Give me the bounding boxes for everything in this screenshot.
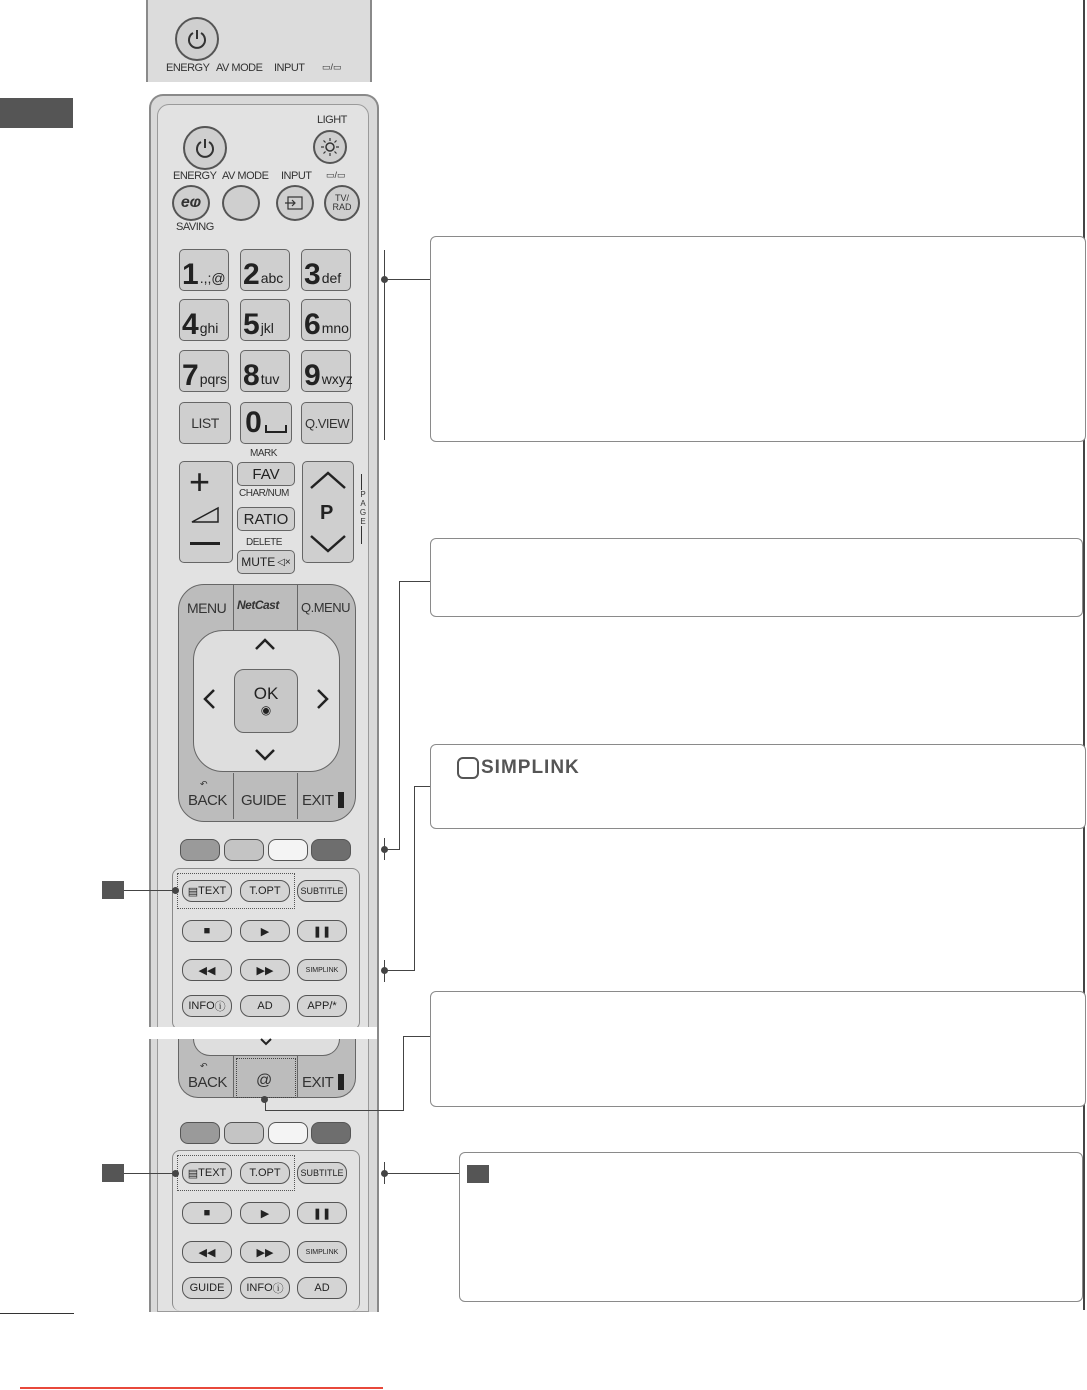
- alt-simplink-button[interactable]: SIMPLINK: [297, 1241, 347, 1263]
- teletext-connector: [385, 1173, 460, 1174]
- number-key-letters: .,;@: [199, 270, 226, 286]
- alt-info-icon: ⓘ: [272, 1283, 284, 1295]
- marker-line-1: [124, 890, 176, 891]
- volume-icon: [190, 506, 220, 524]
- number-key-letters: tuv: [260, 371, 280, 387]
- callout-box-numbers: [430, 236, 1086, 442]
- list-button[interactable]: LIST: [179, 402, 231, 444]
- qmenu-button[interactable]: Q.MENU: [301, 600, 350, 615]
- tv-rad-icon-label: ▭/▭: [326, 170, 346, 180]
- simplink-logo-icon: [457, 757, 479, 779]
- menu-button[interactable]: MENU: [187, 600, 227, 616]
- play-button[interactable]: ▶: [240, 920, 290, 942]
- subtitle-button[interactable]: SUBTITLE: [297, 880, 347, 902]
- exit-button[interactable]: EXIT: [302, 792, 334, 809]
- page-tab-marker: [0, 98, 73, 128]
- back-button[interactable]: BACK: [188, 792, 227, 809]
- light-bulb-icon: [320, 137, 340, 157]
- callout-box-simplink: [430, 744, 1086, 829]
- marker-square-1: [102, 881, 124, 899]
- energy-saving-button[interactable]: eⱷ: [172, 185, 210, 221]
- tv-rad-icon-top: ▭/▭: [322, 62, 342, 72]
- number-key-digit: 2: [243, 258, 260, 291]
- ok-button[interactable]: [234, 669, 298, 733]
- alt-play-button[interactable]: ▶: [240, 1202, 290, 1224]
- guide-button[interactable]: GUIDE: [241, 792, 287, 809]
- info-icon: ⓘ: [214, 1001, 226, 1013]
- fav-button[interactable]: FAV: [237, 462, 295, 486]
- at-connector-drop: [265, 1099, 266, 1111]
- nav-divider-v1: [233, 585, 234, 631]
- dpad-down-icon[interactable]: [254, 748, 276, 762]
- number-key-digit: 8: [243, 359, 260, 392]
- power-icon: [186, 28, 208, 50]
- alt-blue-key[interactable]: [311, 1122, 351, 1144]
- number-key-7[interactable]: [179, 350, 229, 392]
- alt-divider-2: [297, 1056, 298, 1098]
- dpad-up-icon[interactable]: [254, 637, 276, 651]
- number-key-6[interactable]: [301, 299, 351, 341]
- app-button[interactable]: APP/*: [297, 995, 347, 1017]
- number-key-letters: ghi: [199, 320, 219, 336]
- topt-button[interactable]: T.OPT: [240, 880, 290, 902]
- alt-info-button[interactable]: INFO ⓘ: [240, 1277, 290, 1299]
- nav-divider-v2: [297, 585, 298, 631]
- saving-label: SAVING: [176, 221, 214, 233]
- nav-divider-v3: [233, 773, 234, 819]
- at-connector-h: [265, 1110, 404, 1111]
- light-label: LIGHT: [317, 114, 347, 126]
- number-key-digit: 9: [304, 359, 321, 392]
- energy-label-top: ENERGY: [166, 62, 210, 74]
- number-key-digit: 7: [182, 359, 199, 392]
- simplink-logo: SIMPLINK: [457, 757, 580, 779]
- number-key-5[interactable]: [240, 299, 290, 341]
- volume-down-icon: [190, 542, 220, 545]
- number-key-digit: 5: [243, 308, 260, 341]
- alt-divider-1: [233, 1056, 234, 1098]
- volume-rocker[interactable]: [179, 461, 233, 563]
- marker-dot-2: [172, 1170, 179, 1177]
- stop-button[interactable]: ■: [182, 920, 232, 942]
- alt-subtitle-button[interactable]: SUBTITLE: [297, 1162, 347, 1184]
- program-rocker[interactable]: [302, 461, 354, 563]
- blue-key[interactable]: [311, 839, 351, 861]
- bracket-numbers-connector: [385, 279, 431, 280]
- chevron-down-icon: [309, 534, 347, 554]
- power-button-top[interactable]: [175, 17, 219, 61]
- info-button[interactable]: INFO ⓘ: [182, 995, 232, 1017]
- chevron-up-icon: [309, 470, 347, 490]
- av-mode-button[interactable]: [222, 185, 260, 221]
- exit-door-icon: [338, 792, 344, 808]
- alt-fastforward-button[interactable]: ▶▶: [240, 1241, 290, 1263]
- red-key[interactable]: [180, 839, 220, 861]
- fastforward-button[interactable]: ▶▶: [240, 959, 290, 981]
- alt-yellow-key[interactable]: [268, 1122, 308, 1144]
- text-icon: ▤: [187, 885, 199, 898]
- number-key-letters: jkl: [260, 320, 274, 336]
- alt-back-icon: ↶: [200, 1061, 208, 1071]
- callout-box-color-keys: [430, 538, 1083, 617]
- alt-exit-button[interactable]: EXIT: [302, 1074, 334, 1091]
- alt-ad-button[interactable]: AD: [297, 1277, 347, 1299]
- nav-divider-v4: [297, 773, 298, 819]
- callout-box-at: [430, 991, 1086, 1107]
- alt-pause-button[interactable]: ❚❚: [297, 1202, 347, 1224]
- program-label: P: [320, 502, 334, 524]
- av-mode-label: AV MODE: [222, 170, 269, 182]
- input-icon: [285, 196, 305, 210]
- alt-red-key[interactable]: [180, 1122, 220, 1144]
- charnum-label: CHAR/NUM: [239, 488, 289, 499]
- mute-icon: ◁×: [277, 556, 291, 568]
- number-key-digit: 1: [182, 258, 199, 291]
- ad-button[interactable]: AD: [240, 995, 290, 1017]
- simplink-connector-h: [385, 970, 415, 971]
- ok-dot-icon: ◉: [260, 703, 272, 717]
- simplink-button[interactable]: SIMPLINK: [297, 959, 347, 981]
- number-key-digit: 4: [182, 308, 199, 341]
- number-key-digit: 6: [304, 308, 321, 341]
- green-key[interactable]: [224, 839, 264, 861]
- ratio-button[interactable]: RATIO: [237, 507, 295, 531]
- dpad-right-icon[interactable]: [316, 688, 330, 710]
- number-key-letters: wxyz: [321, 371, 353, 387]
- alt-exit-door-icon: [338, 1074, 344, 1090]
- at-connector-top: [403, 1036, 431, 1037]
- bottom-red-rule: [20, 1387, 383, 1389]
- right-edge-bar: [1083, 0, 1085, 1310]
- number-key-letters: mno: [321, 320, 349, 336]
- number-key-1[interactable]: [179, 249, 229, 291]
- alt-dpad-down-icon: [260, 1038, 272, 1046]
- at-connector-v: [403, 1036, 404, 1111]
- netcast-button[interactable]: NetCast: [237, 598, 279, 612]
- color-keys-connector-v: [399, 581, 400, 850]
- zero-button[interactable]: 0: [240, 402, 292, 444]
- number-key-3[interactable]: [301, 249, 351, 291]
- alt-green-key[interactable]: [224, 1122, 264, 1144]
- page-label: PAGE: [359, 490, 367, 526]
- alt-text-icon: ▤: [187, 1167, 199, 1180]
- alt-topt-button[interactable]: T.OPT: [240, 1162, 290, 1184]
- marker-square-2: [102, 1164, 124, 1182]
- light-button[interactable]: [313, 130, 347, 164]
- alt-rewind-button[interactable]: ◀◀: [182, 1241, 232, 1263]
- ok-label: OK: [253, 684, 279, 703]
- number-key-9[interactable]: [301, 350, 351, 392]
- input-button[interactable]: [276, 185, 314, 221]
- mute-button[interactable]: MUTE ◁×: [237, 550, 295, 574]
- pause-button[interactable]: ❚❚: [297, 920, 347, 942]
- number-key-letters: abc: [260, 270, 284, 286]
- power-icon: [194, 137, 216, 159]
- alt-text-button[interactable]: ▤ TEXT: [182, 1162, 232, 1184]
- power-button[interactable]: [183, 126, 227, 170]
- number-key-8[interactable]: [240, 350, 290, 392]
- yellow-key[interactable]: [268, 839, 308, 861]
- at-button[interactable]: @: [256, 1072, 272, 1089]
- number-key-4[interactable]: [179, 299, 229, 341]
- callout-box-teletext: [459, 1152, 1083, 1302]
- number-key-digit: 3: [304, 258, 321, 291]
- simplink-connector-v: [414, 786, 415, 971]
- alt-stop-button[interactable]: ■: [182, 1202, 232, 1224]
- delete-label: DELETE: [246, 537, 282, 548]
- number-key-2[interactable]: [240, 249, 290, 291]
- simplink-connector-top: [414, 786, 431, 787]
- rewind-button[interactable]: ◀◀: [182, 959, 232, 981]
- color-keys-connector-h: [385, 849, 399, 850]
- text-button[interactable]: ▤ TEXT: [182, 880, 232, 902]
- alt-guide-button[interactable]: GUIDE: [182, 1277, 232, 1299]
- number-key-letters: pqrs: [199, 371, 227, 387]
- alt-back-button[interactable]: BACK: [188, 1074, 227, 1091]
- av-mode-label-top: AV MODE: [216, 62, 263, 74]
- color-keys-connector-top: [399, 581, 431, 582]
- volume-up-icon: +: [189, 461, 211, 502]
- marker-line-2: [124, 1173, 176, 1174]
- dpad-left-icon[interactable]: [202, 688, 216, 710]
- callout-marker-square: [467, 1165, 489, 1183]
- left-rule: [0, 1313, 74, 1314]
- input-label: INPUT: [281, 170, 312, 182]
- number-key-letters: def: [321, 270, 342, 286]
- energy-label: ENERGY: [173, 170, 217, 182]
- mark-label: MARK: [250, 448, 277, 459]
- tv-rad-button[interactable]: TV/ RAD: [324, 185, 360, 221]
- marker-dot-1: [172, 887, 179, 894]
- back-icon: ↶: [200, 779, 208, 789]
- qview-button[interactable]: Q.VIEW: [301, 402, 353, 444]
- input-label-top: INPUT: [274, 62, 305, 74]
